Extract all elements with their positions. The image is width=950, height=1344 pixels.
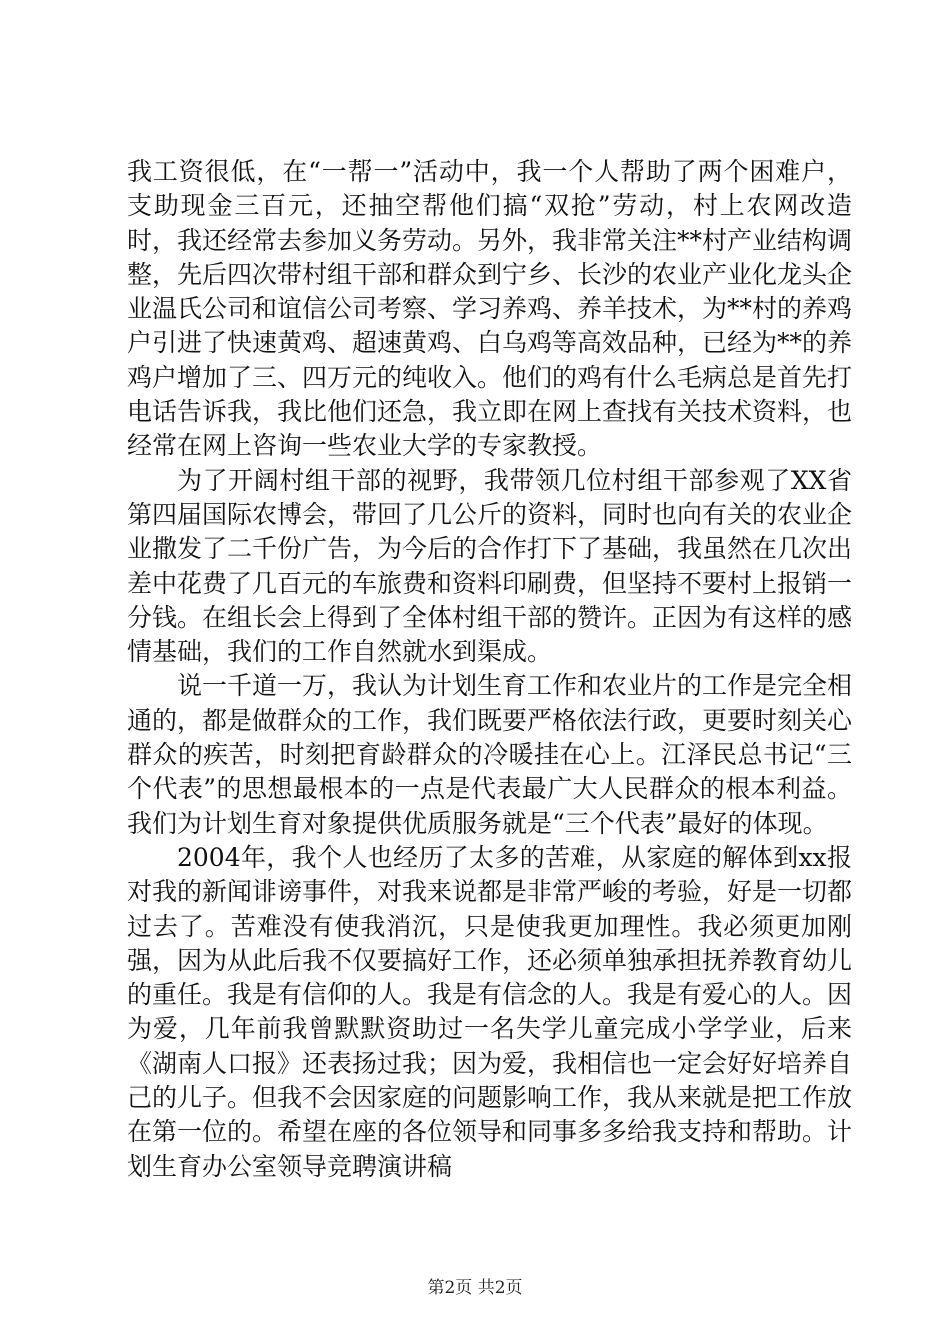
paragraph-2: 为了开阔村组干部的视野，我带领几位村组干部参观了XX省第四届国际农博会，带回了几公斤的资料，同时也向有关的农业企业撒发了二千份广告，为今后的合作打下了基础，我虽然在几次出差中花费了几百元的车旅费和资料印刷费，但坚持不要村上报销一分钱。在组长会上得到了全体村组干部的赞许。正因为有这样的感情基础，我们的工作自然就水到渠成。 (127, 465, 853, 667)
document-body (127, 155, 852, 1184)
paragraph-4: 2004年，我个人也经历了太多的苦难，从家庭的解体到xx报对我的新闻诽谤事件，对我来说都是非常严峻的考验，好是一切都过去了。苦难没有使我消沉，只是使我更加理性。我必须更加刚强，因为从此后我不仅要搞好工作，还必须单独承担抚养教育幼儿的重任。我是有信仰的人。我是有信念的人。我是有爱心的人。因为爱，几年前我曾默默资助过一名失学儿童完成小学学业，后来《湖南人口报》还表扬过我；因为爱，我相信也一定会好好培养自己的儿子。但我不会因家庭的问题影响工作，我从来就是把工作放在第一位的。希望在座的各位领导和同事多多给我支持和帮助。计划生育办公室领导竞聘演讲稿 (127, 842, 853, 1181)
paragraph-1: 我工资很低，在“一帮一”活动中，我一个人帮助了两个困难户，支助现金三百元，还抽空帮他们搞“双抢”劳动，村上农网改造时，我还经常去参加义务劳动。另外，我非常关注**村产业结构调整，先后四次带村组干部和群众到宁乡、长沙的农业产业化龙头企业温氏公司和谊信公司考察、学习养鸡、养羊技术，为**村的养鸡户引进了快速黄鸡、超速黄鸡、白乌鸡等高效品种，已经为**的养鸡户增加了三、四万元的纯收入。他们的鸡有什么毛病总是首先打电话告诉我，我比他们还急，我立即在网上查找有关技术资料，也经常在网上咨询一些农业大学的专家教授。 (127, 157, 853, 461)
page-footer: 第2页 共2页 (427, 1278, 523, 1298)
paragraph-3: 说一千道一万，我认为计划生育工作和农业片的工作是完全相通的，都是做群众的工作，我们既要严格依法行政，更要时刻关心群众的疾苦，时刻把育龄群众的冷暖挂在心上。江泽民总书记“三个代表”的思想最根本的一点是代表最广大人民群众的根本利益。我们为计划生育对象提供优质服务就是“三个代表”最好的体现。 (127, 671, 853, 838)
